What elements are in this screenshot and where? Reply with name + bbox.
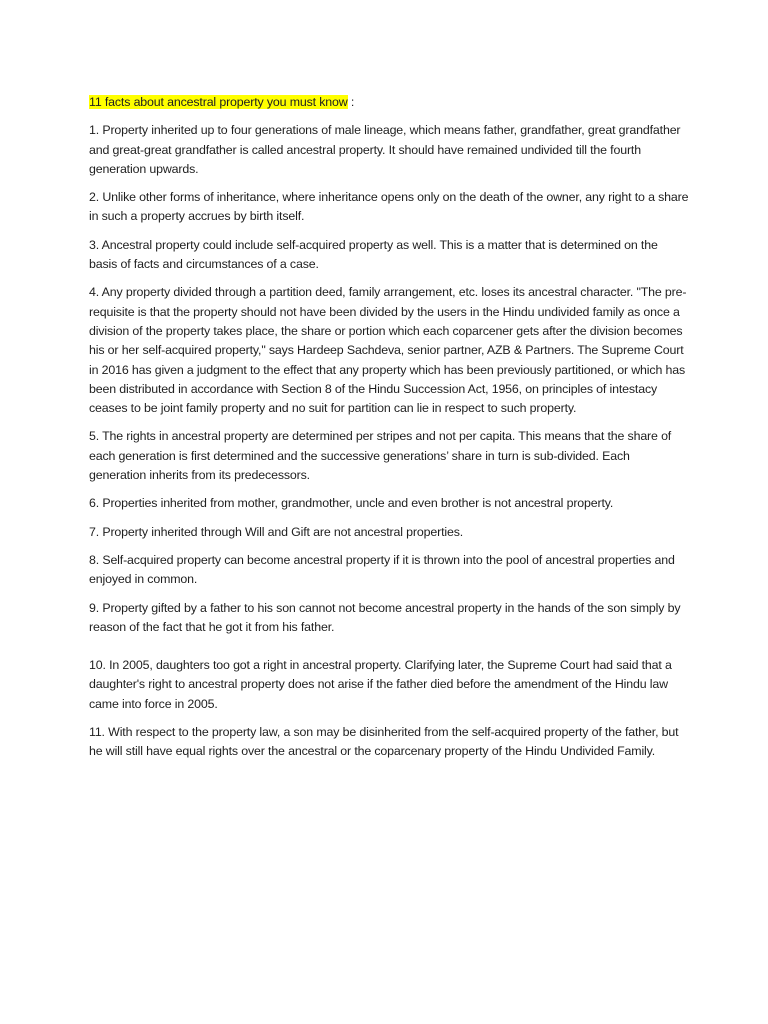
fact-3: 3. Ancestral property could include self-acquired property as well. This is a matter that is determined on the basis of facts and circumstances of a case. (89, 237, 658, 272)
fact-1: 1. Property inherited up to four generations of male lineage, which means father, grandfather, great grandfather and great-great grandfather is called ancestral property. It should have remained undivided till the fourth generation upwards. (89, 123, 681, 176)
title-suffix: : (347, 95, 355, 109)
document-body (89, 93, 689, 771)
fact-8: 8. Self-acquired property can become ancestral property if it is thrown into the pool of ancestral properties and enjoyed in common. (89, 552, 675, 587)
fact-7: 7. Property inherited through Will and Gift are not ancestral properties. (89, 524, 464, 539)
title-highlight: 11 facts about ancestral property you must know (89, 95, 348, 109)
fact-5: 5. The rights in ancestral property are determined per stripes and not per capita. This means that the share of each generation is first determined and the successive generations’ share in turn is sub-divided. Each generation inherits from its predecessors. (89, 429, 672, 483)
fact-11: 11. With respect to the property law, a son may be disinherited from the self-acquired property of the father, but he will still have equal rights over the ancestral or the coparcenary property of the Hindu Undivided Family. (89, 725, 679, 759)
fact-6: 6. Properties inherited from mother, grandmother, uncle and even brother is not ancestral property. (89, 496, 614, 511)
fact-2: 2. Unlike other forms of inheritance, where inheritance opens only on the death of the owner, any right to a share in such a property accrues by birth itself. (89, 190, 689, 224)
fact-4: 4. Any property divided through a partition deed, family arrangement, etc. loses its ancestral character. "The pre-requisite is that the property should not have been divided by the users in the Hindu undivided family as once a division of the property takes place, the share or portion which each coparcener gets after the division becomes his or her self-acquired property," says Hardeep Sachdeva, senior partner, AZB & Partners. The Supreme Court in 2016 has given a judgment to the effect that any property which has been previously partitioned, or which has been distributed in accordance with Section 8 of the Hindu Succession Act, 1956, on principles of intestacy ceases to be joint family property and no suit for partition can lie in respect to such property. (89, 285, 687, 416)
document-title (89, 93, 689, 112)
fact-10: 10. In 2005, daughters too got a right in ancestral property. Clarifying later, the Supreme Court had said that a daughter's right to ancestral property does not arise if the father died before the amendment of the Hindu law came into force in 2005. (89, 658, 672, 711)
fact-9: 9. Property gifted by a father to his son cannot not become ancestral property in the hands of the son simply by reason of the fact that he got it from his father. (89, 600, 681, 634)
